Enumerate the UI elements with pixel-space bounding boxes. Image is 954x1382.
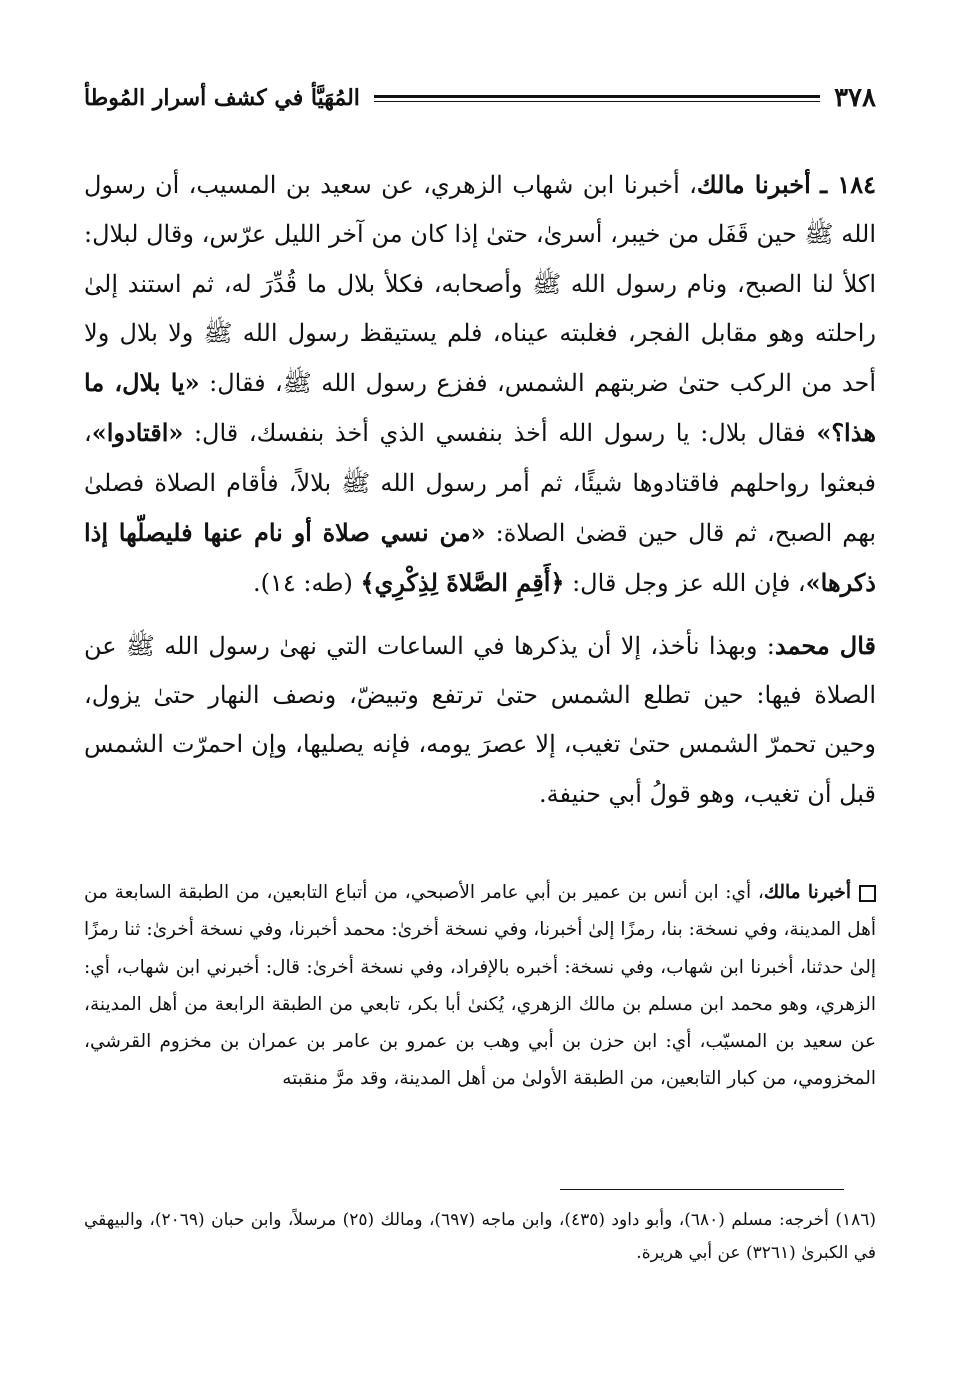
hadith-number: ١٨٤ ـ (820, 170, 876, 199)
hadith-text: ، أخبرنا ابن شهاب الزهري، عن سعيد بن المسيب، أن رسول الله ﷺ حين قَفَل من خيبر، أسرىٰ، حتىٰ إذا كان من آخر الليل عرّس، وقال لبلال: اكلأ لنا الصبح، ونام رسول الله ﷺ وأصحابه، فكلأ بلال ما قُدِّرَ له، ثم استند إلىٰ راحلته وهو مقابل الفجر، فغلبته عيناه، فلم يستيقظ رسول الله ﷺ ولا بلال ولا أحد من الركب حتىٰ ضربتهم الشمس، ففزع رسول الله ﷺ، فقال: (84, 171, 877, 398)
commentary-lead: أخبرنا مالك (763, 882, 851, 903)
square-bullet-icon (859, 885, 876, 902)
muhammad-paragraph (84, 621, 876, 819)
commentary-section (84, 874, 876, 1098)
main-text (84, 160, 876, 819)
prophet-quote-2: «اقتادوا» (91, 418, 184, 448)
page-number: ٣٧٨ (834, 83, 876, 113)
footnote-text: (١٨٦) أخرجه: مسلم (٦٨٠)، وأبو داود (٤٣٥)، وابن ماجه (٦٩٧)، ومالك (٢٥) مرسلاً، وابن حبان (٢٠٦٩)، والبيهقي في الكبرىٰ (٣٢٦١) عن أبي هريرة. (84, 1210, 876, 1263)
header-rule (374, 95, 820, 102)
prophet-quote-3: «من نسي صلاة أو نام عنها فليصلّها إذا ذكرها» (84, 518, 876, 598)
commentary-text: ، أي: ابن أنس بن عمير بن أبي عامر الأصبحي، من أتباع التابعين، من الطبقة السابعة من أهل المدينة، وفي نسخة: بنا، رمزًا إلىٰ أخبرنا، وفي نسخة أخرىٰ: محمد أخبرنا، وفي نسخة أخرىٰ: ثنا رمزًا إلىٰ حدثنا، أخبرنا ابن شهاب، وفي نسخة: أخبره بالإفراد، وفي نسخة أخرىٰ: قال: أخبرني ابن شهاب، أي: الزهري، وهو محمد ابن مسلم بن مالك الزهري، يُكنىٰ أبا بكر، تابعي من الطبقة الرابعة من أهل المدينة، عن سعيد بن المسيّب، أي: ابن حزن بن أبي وهب بن عمرو بن عامر بن عمران بن مخزوم القرشي، المخزومي، من كبار التابعين، من الطبقة الأولىٰ من أهل المدينة، وقد مرَّ منقبته (84, 882, 876, 1090)
verse-reference: (طه: ١٤). (252, 569, 353, 598)
hadith-text-2: فقال بلال: يا رسول الله أخذ بنفسي الذي أخذ بنفسك، قال: (193, 419, 806, 448)
prophet-quote-1: «يا بلال، ما هذا؟» (84, 368, 876, 448)
hadith-paragraph (84, 160, 876, 609)
book-title: المُهَيَّأ في كشف أسرار المُوطأ (84, 85, 360, 111)
muhammad-text: : وبهذا نأخذ، إلا أن يذكرها في الساعات التي نهىٰ رسول الله ﷺ عن الصلاة فيها: حين تطلع الشمس حتىٰ ترتفع وتبيضّ، ونصف النهار حتىٰ يزول، وحين تحمرّ الشمس حتىٰ تغيب، إلا عصرَ يومه، فإنه يصليها، وإن احمرّت الشمس قبل أن تغيب، وهو قولُ أبي حنيفة. (84, 631, 876, 808)
commentary-paragraph (84, 874, 876, 1098)
footnote-separator (560, 1189, 844, 1190)
footnote-section (84, 1204, 876, 1270)
hadith-text-3: ، فبعثوا رواحلهم فاقتادوها شيئًا، ثم أمر رسول الله ﷺ بلالاً، فأقام الصلاة فصلىٰ بهم الصبح، ثم قال حين قضىٰ الصلاة: (84, 419, 876, 548)
hadith-text-4: ، فإن الله عز وجل قال: (572, 569, 806, 598)
running-header (84, 78, 876, 118)
muhammad-lead: قال محمد (774, 630, 876, 660)
quran-verse: ﴿أَقِمِ الصَّلاةَ لِذِكْرِي﴾ (360, 568, 565, 598)
hadith-lead: أخبرنا مالك (696, 170, 811, 199)
